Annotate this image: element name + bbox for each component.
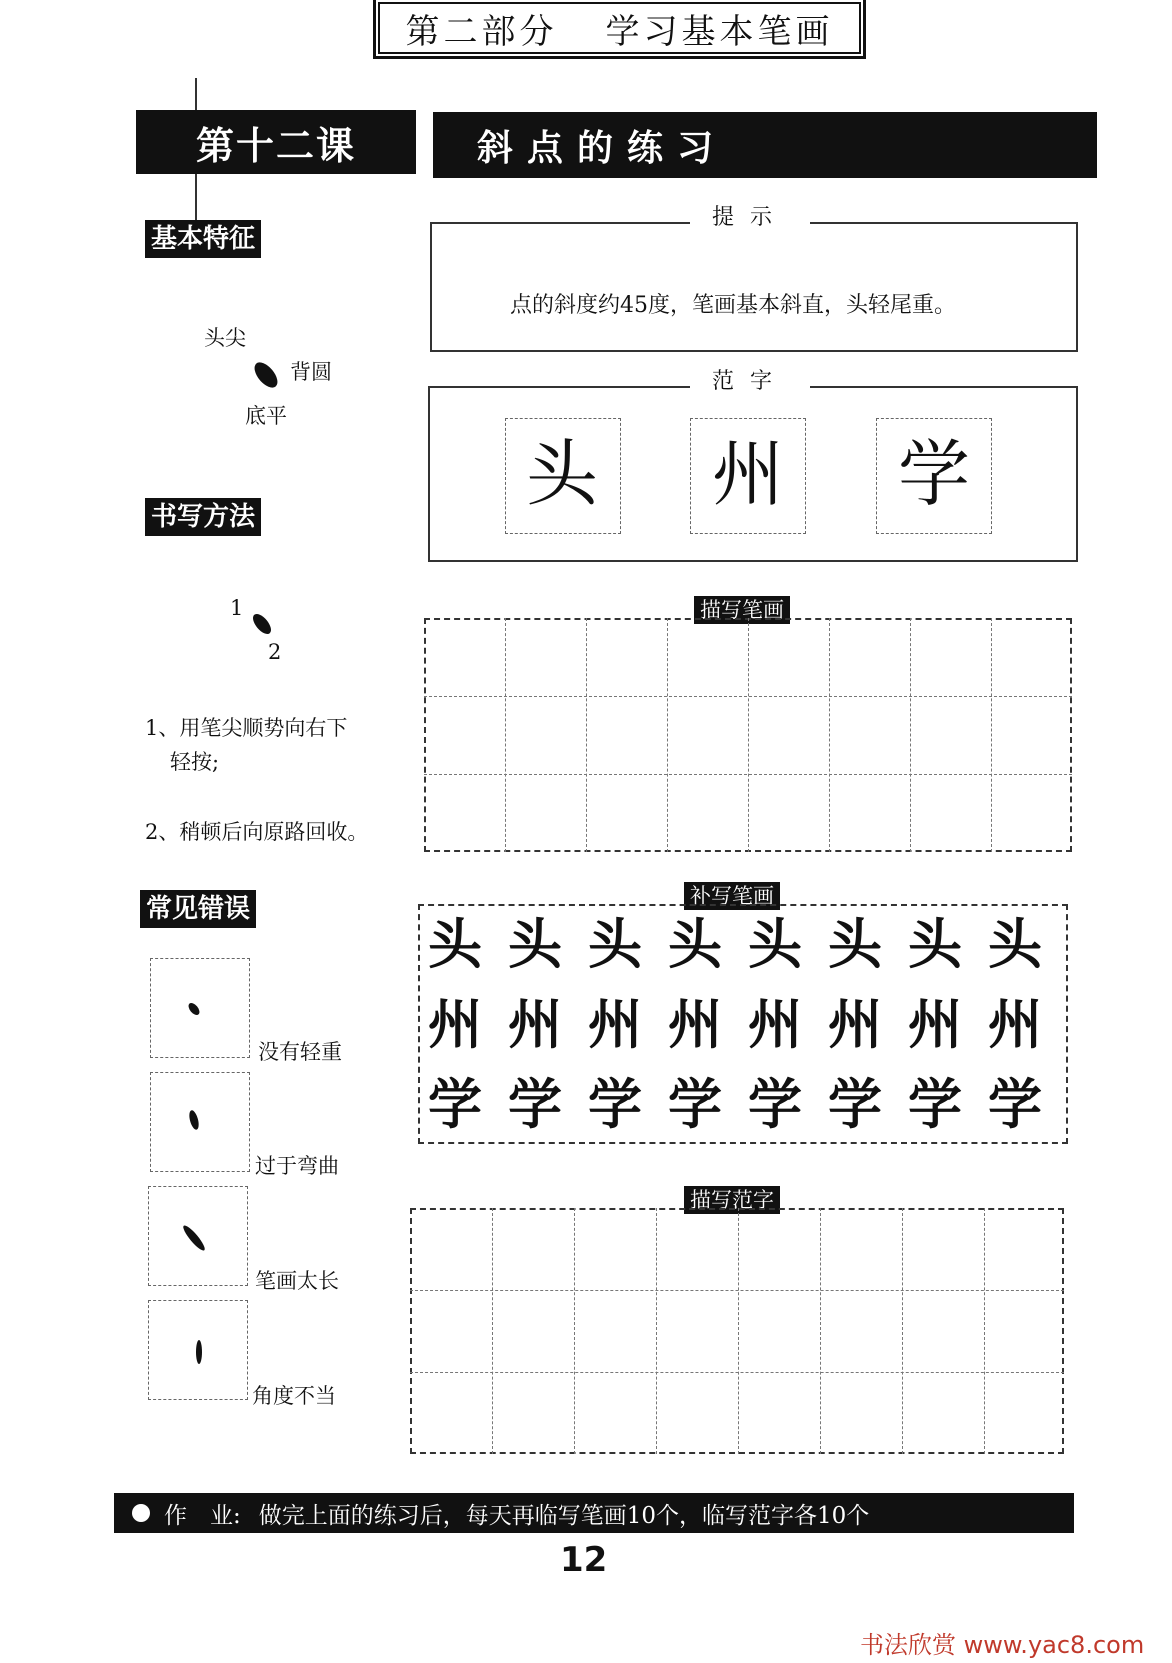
practice-char: 州	[748, 993, 802, 1056]
feature-note-head: 头尖	[204, 326, 246, 350]
tips-text: 点的斜度约45度，笔画基本斜直，头轻尾重。	[510, 293, 956, 318]
practice-char: 州	[828, 993, 882, 1056]
practice-char: 学	[908, 1073, 962, 1136]
tips-box	[430, 222, 1078, 352]
page-number: 12	[560, 1540, 608, 1580]
example-char: 州	[712, 432, 785, 516]
error-label: 没有轻重	[258, 1040, 342, 1064]
method-text-1b: 轻按;	[170, 750, 220, 774]
practice-char: 州	[908, 993, 962, 1056]
error-cell	[150, 958, 250, 1058]
complete-strokes-caption: 补写笔画	[684, 882, 780, 910]
method-text-2: 2、稍顿后向原路回收。	[145, 820, 369, 844]
lesson-number: 第十二课	[136, 110, 416, 174]
method-label: 书写方法	[145, 498, 261, 536]
practice-char: 州	[508, 993, 562, 1056]
grid-line	[829, 618, 830, 852]
example-char: 学	[898, 432, 971, 516]
error-label: 笔画太长	[255, 1269, 339, 1293]
grid-line	[991, 618, 992, 852]
feature-note-bottom: 底平	[245, 404, 287, 428]
practice-char: 头	[828, 913, 882, 976]
practice-char: 州	[428, 993, 482, 1056]
practice-char: 学	[748, 1073, 802, 1136]
example-char: 头	[526, 432, 599, 516]
tips-caption: 提示	[690, 200, 810, 231]
errors-label: 常见错误	[140, 890, 256, 928]
step-number-1: 1	[230, 596, 244, 620]
examples-caption: 范字	[690, 364, 810, 395]
practice-char: 头	[588, 913, 642, 976]
error-stroke-icon	[196, 1340, 202, 1364]
practice-char: 州	[668, 993, 722, 1056]
part-header	[373, 0, 866, 59]
practice-char: 学	[588, 1073, 642, 1136]
step-number-2: 2	[268, 640, 282, 664]
grid-line	[667, 618, 668, 852]
practice-char: 头	[988, 913, 1042, 976]
error-label: 过于弯曲	[255, 1154, 339, 1178]
error-label: 角度不当	[252, 1384, 336, 1408]
method-text-1: 1、用笔尖顺势向右下	[145, 716, 348, 740]
features-label: 基本特征	[145, 220, 261, 258]
grid-line	[820, 1208, 821, 1454]
homework-bar	[114, 1493, 1074, 1533]
part-title: 学习基本笔画	[605, 11, 834, 52]
grid-line	[910, 618, 911, 852]
dot-stroke-icon	[250, 611, 275, 637]
feature-note-back: 背圆	[290, 360, 332, 384]
part-label: 第二部分	[405, 11, 558, 52]
practice-char: 头	[428, 913, 482, 976]
practice-char: 头	[908, 913, 962, 976]
practice-char: 学	[668, 1073, 722, 1136]
trace-strokes-caption: 描写笔画	[694, 596, 790, 624]
practice-char: 头	[748, 913, 802, 976]
practice-char: 学	[988, 1073, 1042, 1136]
grid-line	[410, 1290, 1064, 1291]
dot-stroke-icon	[250, 358, 282, 391]
grid-line	[748, 618, 749, 852]
grid-line	[505, 618, 506, 852]
grid-line	[410, 1372, 1064, 1373]
grid-line	[492, 1208, 493, 1454]
trace-examples-grid	[410, 1208, 1064, 1454]
practice-char: 州	[988, 993, 1042, 1056]
grid-line	[656, 1208, 657, 1454]
practice-char: 学	[828, 1073, 882, 1136]
grid-line	[902, 1208, 903, 1454]
grid-line	[984, 1208, 985, 1454]
practice-char: 学	[508, 1073, 562, 1136]
bullet-icon	[132, 1504, 150, 1522]
watermark: 书法欣赏 www.yac8.com	[860, 1631, 1145, 1659]
practice-char: 学	[428, 1073, 482, 1136]
grid-line	[738, 1208, 739, 1454]
error-cell	[150, 1072, 250, 1172]
grid-line	[574, 1208, 575, 1454]
homework-label: 作 业:	[164, 1502, 241, 1529]
practice-char: 州	[588, 993, 642, 1056]
practice-char: 头	[508, 913, 562, 976]
grid-line	[586, 618, 587, 852]
practice-char: 头	[668, 913, 722, 976]
homework-text: 做完上面的练习后，每天再临写笔画10个，临写范字各10个	[258, 1502, 870, 1529]
lesson-title: 斜点的练习	[433, 112, 1097, 178]
trace-examples-caption: 描写范字	[684, 1186, 780, 1214]
